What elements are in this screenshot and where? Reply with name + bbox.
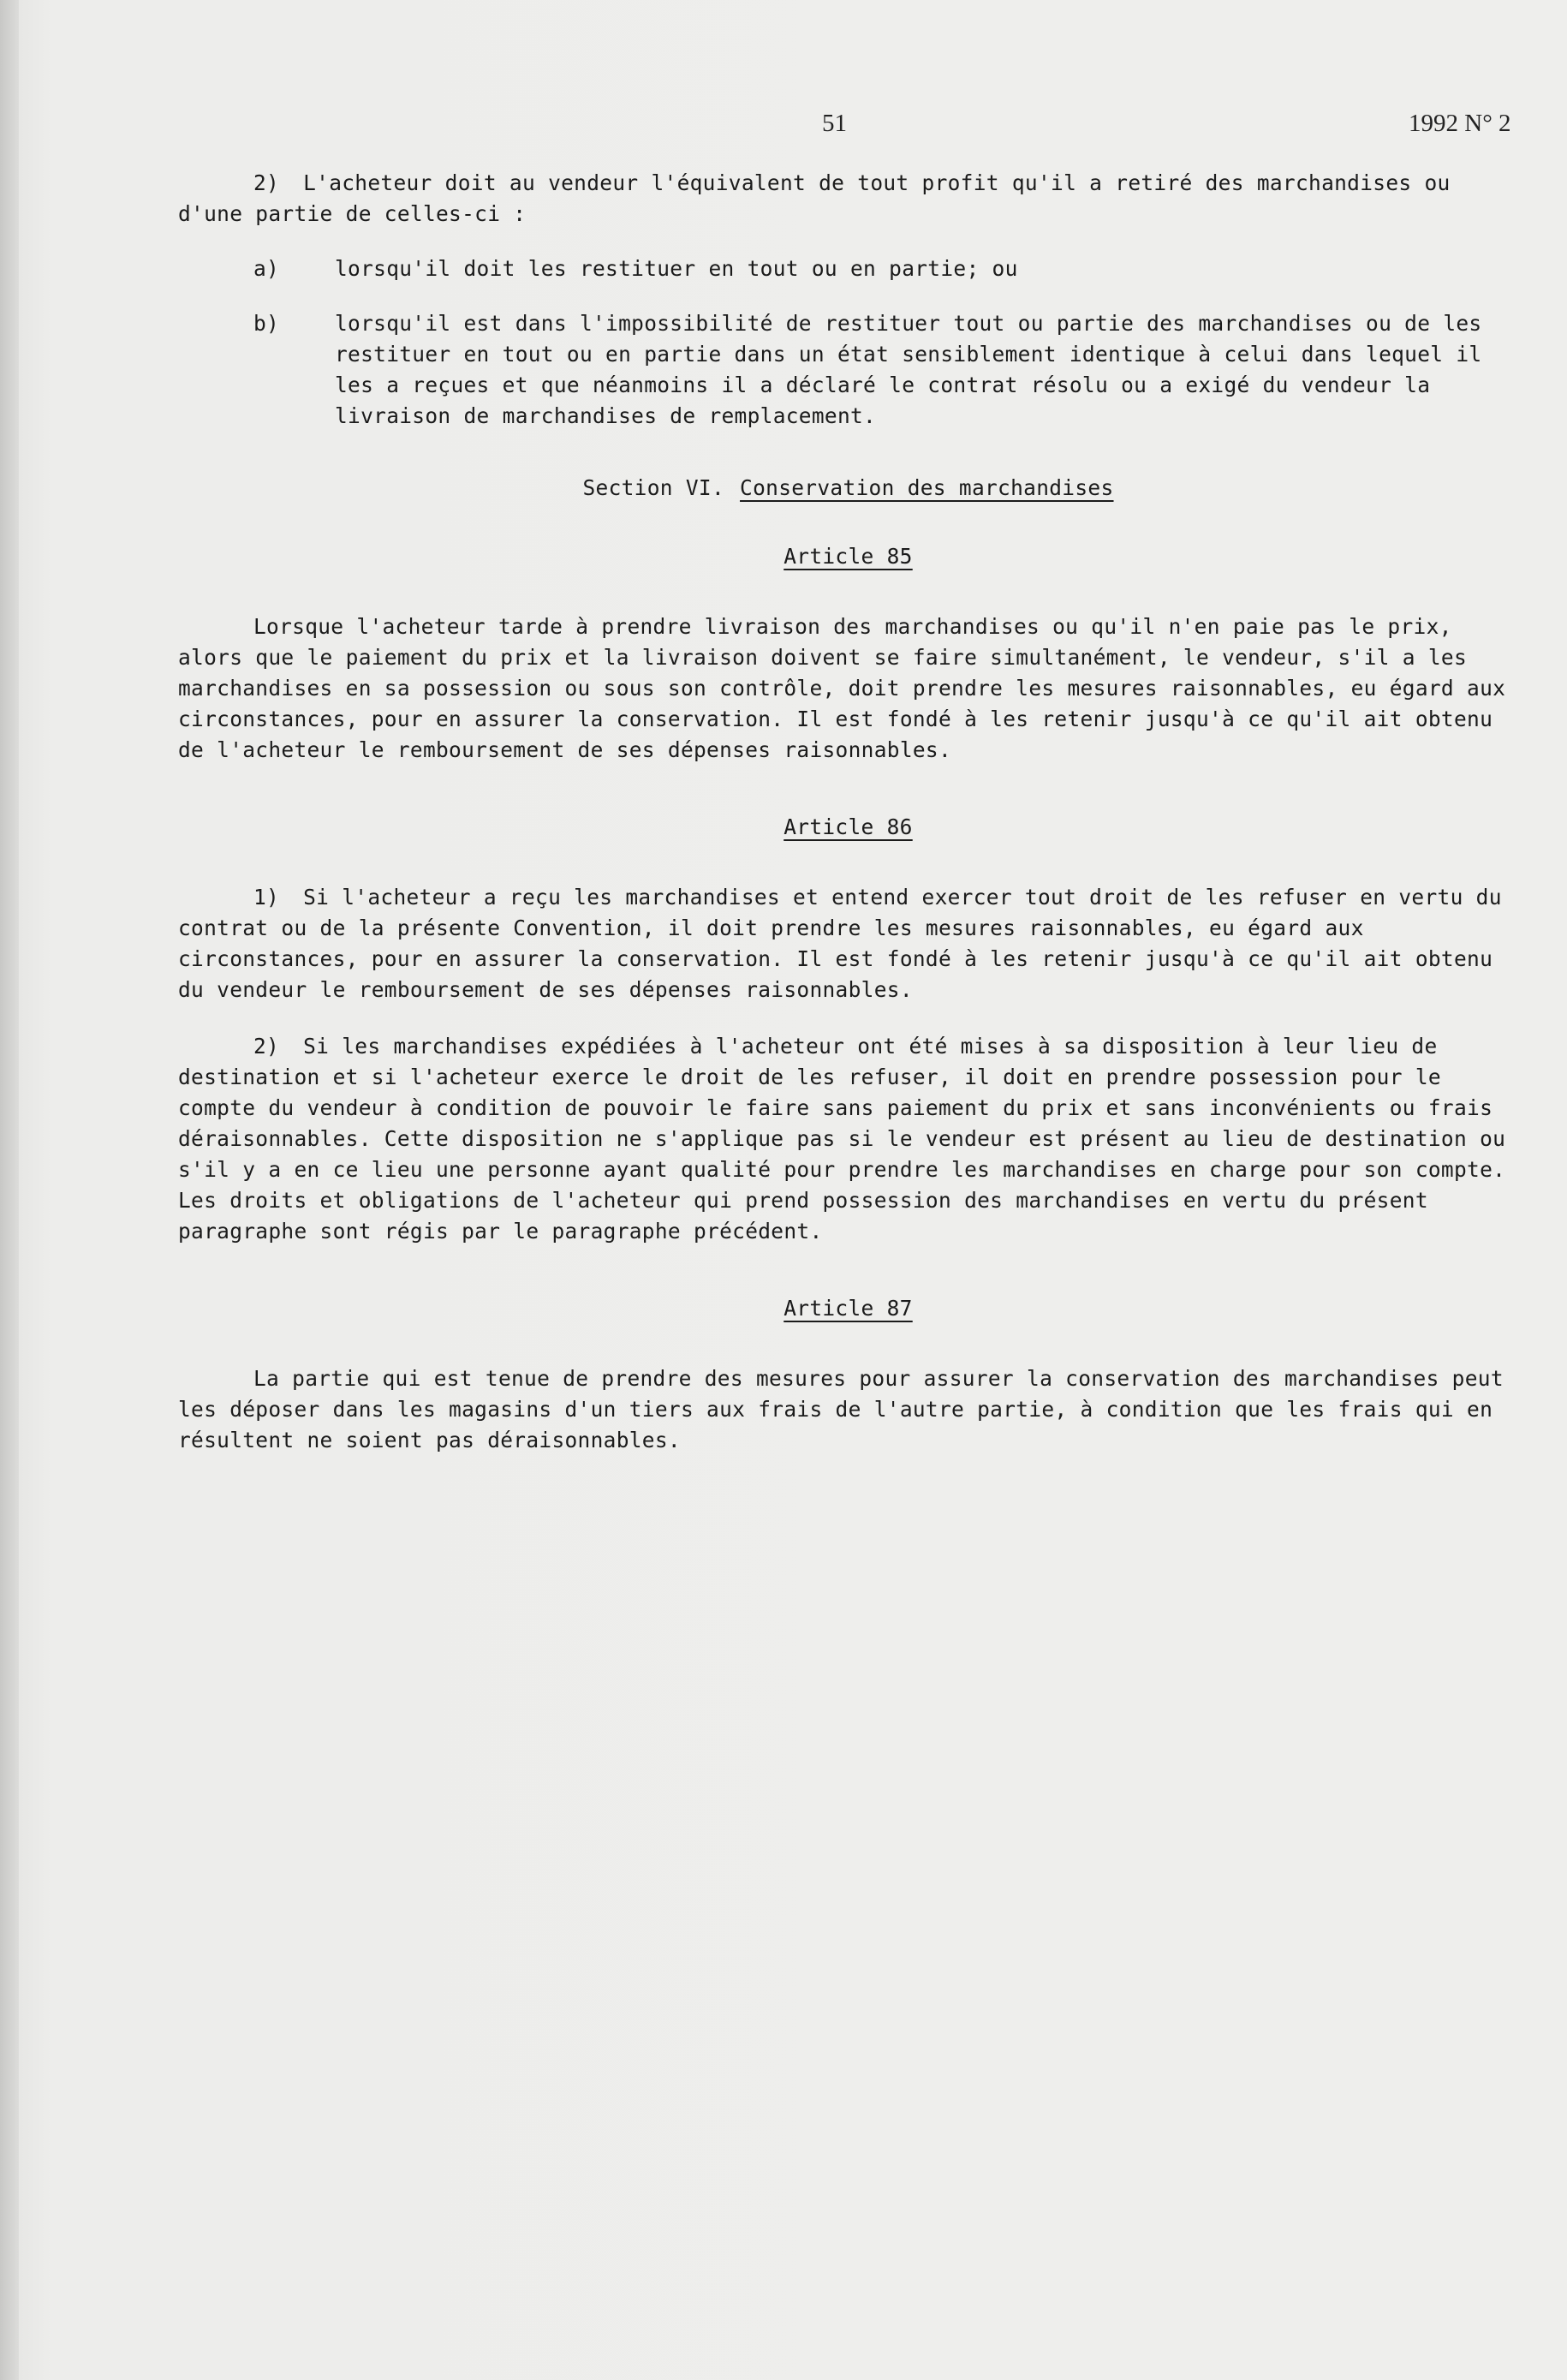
article-86-paragraph-1 — [178, 882, 1518, 1005]
list-item-a-text: lorsqu'il doit les restituer en tout ou en partie; ou — [335, 256, 1018, 281]
article-87-title: Article 87 — [784, 1296, 913, 1321]
list-item-a-mark: a) — [253, 256, 280, 281]
list-item-b-mark: b) — [253, 311, 280, 336]
page-gutter — [0, 0, 19, 2380]
article-86-heading — [178, 812, 1518, 843]
article-86-title: Article 86 — [784, 814, 913, 839]
article-86-paragraph-1-text: Si l'acheteur a reçu les marchandises et entend exercer tout droit de les refuser en vertu du contrat ou de la présente Convention, il doit prendre les mesures raisonnables, eu égard aux circonstances, pour en assurer la conservation. Il est fondé à les retenir jusqu'à ce qu'il ait obtenu du vendeur le remboursement de ses dépenses raisonnables. — [178, 885, 1502, 1002]
list-item-b — [253, 308, 1518, 432]
paragraph-2-text: L'acheteur doit au vendeur l'équivalent de tout profit qu'il a retiré des marchandises ou d'une partie de celles-ci : — [178, 170, 1451, 226]
section-label: Section VI. — [582, 475, 725, 500]
article-85-heading — [178, 541, 1518, 572]
paragraph-2 — [178, 168, 1518, 230]
list-item-a — [253, 254, 1518, 284]
article-86-paragraph-2-text: Si les marchandises expédiées à l'acheteur ont été mises à sa disposition à leur lieu de destination et si l'acheteur exerce le droit de les refuser, il doit en prendre possession pour le compte du vendeur à condition de pouvoir le faire sans paiement du prix et sans inconvénients ou frais déraisonnables. Cette disposition ne s'applique pas si le vendeur est présent au lieu de destination ou s'il y a en ce lieu une personne ayant qualité pour prendre les marchandises en charge pour son compte. Les droits et obligations de l'acheteur qui prend possession des marchandises en vertu du présent paragraphe sont régis par le paragraphe précédent. — [178, 1034, 1506, 1244]
section-title: Conservation des marchandises — [740, 475, 1114, 500]
section-heading — [178, 473, 1518, 504]
article-85-title: Article 85 — [784, 544, 913, 569]
article-86-paragraph-1-label: 1) — [253, 885, 280, 910]
article-87-text: La partie qui est tenue de prendre des mesures pour assurer la conservation des marchandises peut les déposer dans les magasins d'un tiers aux frais de l'autre partie, à condition que les frais qui en résultent ne soient pas déraisonnables. — [178, 1366, 1504, 1452]
article-85-text: Lorsque l'acheteur tarde à prendre livraison des marchandises ou qu'il n'en paie pas le prix, alors que le paiement du prix et la livraison doivent se faire simultanément, le vendeur, s'il a les marchandises en sa possession ou sous son contrôle, doit prendre les mesures raisonnables, eu égard aux circonstances, pour en assurer la conservation. Il est fondé à les retenir jusqu'à ce qu'il ait obtenu de l'acheteur le remboursement de ses dépenses raisonnables. — [178, 614, 1506, 762]
issue-reference: 1992 N° 2 — [1409, 110, 1511, 137]
paragraph-2-label: 2) — [253, 170, 280, 195]
article-86-paragraph-2-label: 2) — [253, 1034, 280, 1059]
list-item-b-text: lorsqu'il est dans l'impossibilité de restituer tout ou partie des marchandises ou de les restituer en tout ou en partie dans un état sensiblement identique à celui dans lequel il les a reçues et que néanmoins il a déclaré le contrat résolu ou a exigé du vendeur la livraison de marchandises de remplacement. — [335, 311, 1482, 428]
article-87-heading — [178, 1293, 1518, 1324]
document-body — [178, 168, 1518, 1456]
article-86-paragraph-2 — [178, 1031, 1518, 1247]
page-number: 51 — [822, 110, 847, 137]
